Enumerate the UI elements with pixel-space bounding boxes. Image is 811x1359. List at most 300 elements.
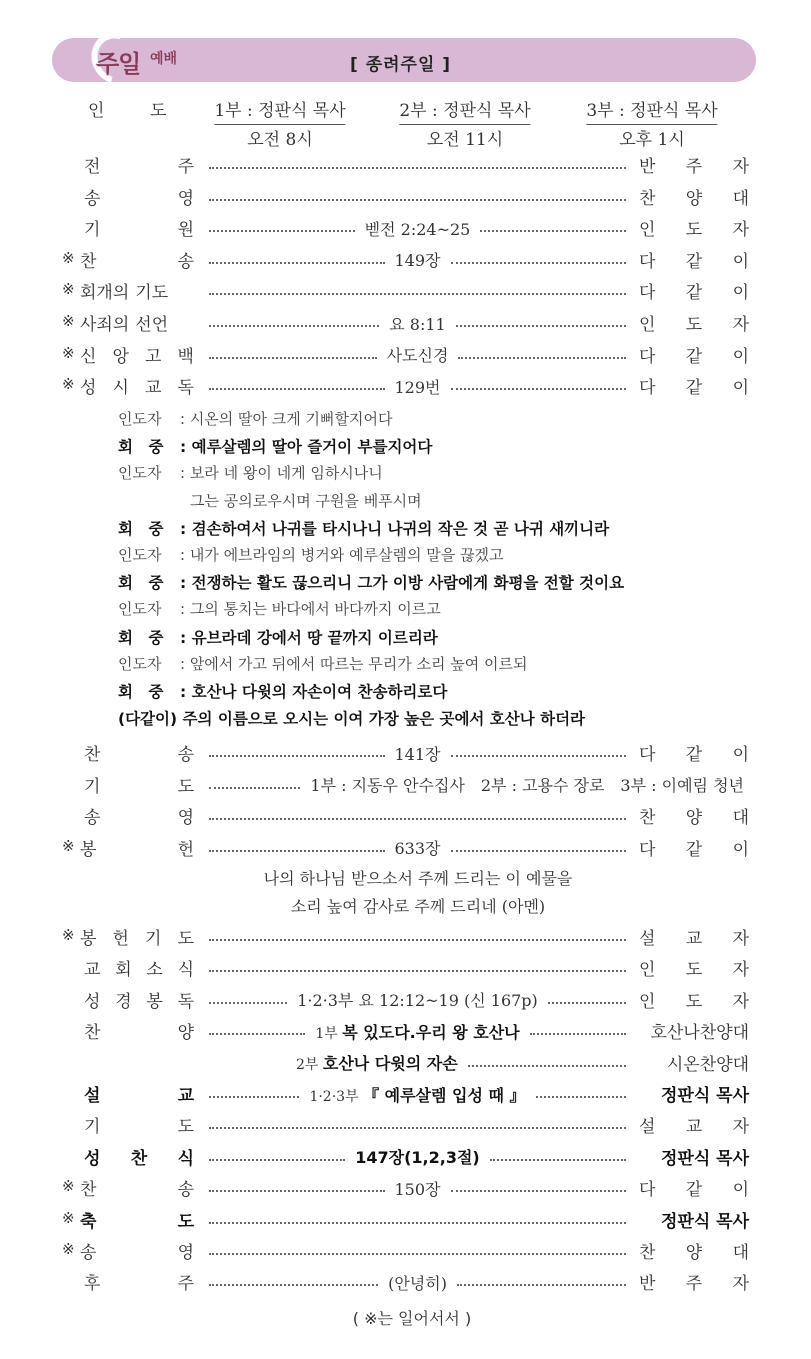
item-responsible [639,1269,749,1294]
litany-speaker: 회 중 [118,519,164,538]
item-label-part: 백 [177,346,194,367]
item-detail-text: 149장 [394,251,441,271]
item-responsible-part: 주 [685,1274,703,1295]
dots-left [209,1033,305,1035]
item-responsible [639,924,749,949]
item-responsible-part: 자 [732,929,749,949]
item-label-part: 찬 [130,1148,148,1169]
service-1-time: 오전 8시 [247,130,313,150]
item-detail [304,773,750,796]
dots-full [209,818,626,820]
item-responsible-part: 양 [685,808,703,829]
litany-speaker: (다같이) [118,710,178,729]
dotted-leader [205,215,630,241]
order-row [0,278,811,308]
item-detail-text: 633장 [394,839,441,859]
litany-line [118,680,447,702]
service-1-leader: 1부 : 정판식 목사 [214,101,345,125]
item-label-part: 주 [177,157,194,177]
item-responsible-part: 다 [639,745,656,765]
service-2-leader: 2부 : 정판식 목사 [399,101,530,125]
item-detail-text: 벧전 2:24~25 [364,219,471,239]
item-responsible-part: 같 [685,283,703,304]
litany-text: : 전쟁하는 활도 끊으리니 그가 이방 사람에게 화평을 전할 것이요 [180,574,625,593]
dots-full [209,939,626,941]
item-label-part: 도 [177,929,194,949]
litany-text: 주의 이름으로 오시는 이여 가장 높은 곳에서 호산나 하더라 [182,710,586,729]
item-responsible [639,247,749,272]
item-responsible-part: 이 [732,283,749,304]
litany-line [118,571,624,593]
item-label [84,1112,194,1137]
offering-lyric-1: 나의 하나님 받으소서 주께 드리는 이 예물을 [263,869,573,888]
item-label-part: 선언 [135,315,169,335]
item-responsible-part: 이 [732,346,749,367]
item-detail-text: 호산나 다윗의 자손 [322,1054,458,1074]
item-responsible-part: 호산나찬양대 [650,1023,749,1044]
order-row [0,1112,811,1142]
item-label-part: 영 [177,808,194,829]
service-3 [586,96,717,121]
litany-text: : 그의 통치는 바다에서 바다까지 이르고 [180,600,441,619]
item-responsible-part: 다 [639,839,656,860]
item-responsible [609,1018,749,1043]
item-responsible [639,310,749,335]
dots-full [209,167,626,169]
item-responsible-part: 교 [685,929,703,949]
item-responsible-part: 주 [685,157,703,177]
dotted-leader [205,987,630,1013]
item-responsible-part: 자 [732,157,749,177]
item-label-part: 영 [177,1243,194,1263]
dots-left [209,850,385,852]
dotted-leader [205,1144,630,1170]
dotted-leader [205,310,630,336]
item-detail-text: 요 8:11 [389,314,446,334]
litany-text: : 내가 에브라임의 병거와 예루살렘의 말을 끊겠고 [180,546,504,564]
standing-mark: ※ [62,836,75,855]
offering-lyric-2: 소리 높여 감사로 주께 드리네 (아멘) [290,897,546,916]
item-label [80,247,194,272]
item-detail-text: 129번 [394,377,441,397]
item-detail-text: 147장(1,2,3절) [355,1148,480,1168]
dots-right [451,388,627,390]
logo-main: 주일 [96,50,141,78]
item-detail-text: 1부 : 지동우 안수집사 2부 : 고용수 장로 3부 : 이예림 청년 [310,776,744,796]
item-label-part: 기 [84,1117,101,1138]
item-detail-text: 사도신경 [386,346,449,366]
dots-right [548,1002,626,1004]
item-label-part: 축 [80,1211,97,1232]
item-responsible [639,803,749,828]
dots-left [209,1096,299,1098]
item-label [80,835,194,860]
item-detail [290,1051,464,1074]
item-label [84,1081,194,1106]
item-label-part: 영 [177,188,194,209]
dots-full [209,1253,626,1255]
dots-left [209,1284,378,1286]
item-label-part: 독 [177,378,194,399]
item-label-part: 식 [177,1148,194,1169]
litany-line [118,490,422,511]
dotted-leader [205,152,630,178]
item-responsible-part: 설 [639,1117,656,1138]
service-3-leader: 3부 : 정판식 목사 [586,101,717,125]
item-detail [389,836,447,859]
dots-left [209,357,377,359]
dots-right [451,262,627,264]
item-responsible-part: 자 [732,991,749,1012]
item-responsible-part: 도 [685,220,703,241]
item-label-part: 신 [80,346,97,367]
standing-mark: ※ [62,375,75,394]
order-row [0,215,811,245]
item-detail [359,217,477,240]
standing-mark: ※ [62,926,75,944]
dotted-leader [205,184,630,210]
item-label-part: 봉 [146,991,163,1012]
item-responsible-part: 도 [685,315,703,335]
item-responsible-part: 자 [732,1274,749,1295]
item-label-part: 고 [145,346,162,367]
item-responsible-part: 이 [732,745,749,765]
item-responsible-part: 자 [732,1117,749,1138]
item-detail [389,375,447,398]
order-row [0,772,811,802]
item-detail [383,312,451,335]
dots-right [451,850,627,852]
item-responsible [609,1050,749,1075]
item-detail [389,1177,447,1200]
item-label-part: 성 [84,1148,101,1169]
item-responsible-part: 찬 [639,188,656,209]
litany-line [118,517,609,539]
item-detail-text: 1·2·3부 요 12:12~19 (신 167p) [297,991,538,1011]
dots-right [451,755,627,757]
item-detail [389,742,447,765]
item-responsible [639,955,749,980]
item-responsible-part: 이 [732,251,749,272]
item-responsible-part: 도 [685,960,703,981]
dotted-leader [205,740,630,766]
order-row [0,803,811,833]
order-row [0,835,811,865]
service-3-time: 오후 1시 [619,130,685,150]
item-label-part: 기도 [135,283,169,304]
item-responsible-part: 정판식 목사 [660,1086,749,1106]
item-label-part: 봉 [80,839,97,860]
litany-line [118,462,383,483]
item-label-part: 찬 [84,745,101,765]
dots-left [209,325,379,327]
item-responsible-part: 같 [685,346,703,367]
standing-footnote: ( ※는 일어서서 ) [352,1309,472,1328]
litany-speaker: 회 중 [118,574,164,593]
item-detail-text: 『 예루살렘 입성 때 』 [363,1085,526,1105]
order-row [0,342,811,372]
dots-right [490,1159,626,1161]
item-label-part: 설 [84,1086,101,1106]
dots-right [458,357,626,359]
order-row [0,247,811,277]
item-responsible-part: 인 [639,991,656,1012]
order-row [0,1207,811,1237]
item-responsible [639,184,749,209]
item-label-part: 후 [84,1274,101,1295]
order-row [0,310,811,340]
dots-right [451,1190,627,1192]
litany-speaker: 인도자 [118,410,162,428]
item-label-part: 찬 [84,1023,101,1044]
item-responsible [639,1112,749,1137]
dots-left [209,262,385,264]
order-row [0,1081,811,1111]
litany-speaker: 회 중 [118,628,164,647]
litany-speaker: 인도자 [118,600,162,619]
item-label-part: 송 [80,1243,97,1263]
service-2-time: 오전 11시 [426,130,504,150]
item-label-part: 소 [146,960,163,981]
item-label [80,1175,194,1200]
litany-speaker: 회 중 [118,683,164,701]
item-responsible [639,835,749,860]
item-detail-prefix: 2부 [296,1057,323,1074]
dotted-leader [205,342,630,368]
item-label-part: 기 [84,776,101,797]
dots-full [209,199,626,201]
item-responsible-part: 다 [639,346,656,367]
litany-line [118,408,393,429]
dots-left [209,1190,385,1192]
item-responsible-part: 대 [732,1243,749,1263]
item-label-part: 성 [80,378,97,399]
order-row [0,955,811,985]
item-responsible-part: 자 [732,960,749,981]
dotted-leader [205,1269,630,1295]
dotted-leader [205,278,630,304]
dots-right [457,1284,626,1286]
logo-sub: 예배 [150,51,178,67]
item-label-part: 주 [177,1274,194,1295]
item-label-part: 도 [177,1117,194,1138]
service-2 [399,96,530,121]
dots-left [209,787,300,789]
standing-mark: ※ [62,312,75,330]
item-responsible-part: 양 [685,1243,703,1263]
item-label-part: 시 [112,378,129,399]
item-responsible-part: 같 [685,839,703,860]
item-responsible-part: 자 [732,315,749,335]
litany-speaker: 인도자 [118,464,162,483]
item-label-part: 교 [177,1086,194,1106]
item-label [80,1207,194,1232]
leader-label-2: 도 [150,101,167,121]
item-label-part: 원 [177,220,194,241]
item-label-part: 송 [84,188,101,209]
standing-mark: ※ [62,1208,75,1227]
item-responsible-part: 설 [639,929,656,949]
item-label-part: 기 [145,929,162,949]
item-responsible [639,1175,749,1200]
item-responsible-part: 반 [639,1274,656,1295]
leader-label-1: 인 [88,101,105,121]
standing-mark: ※ [62,1240,75,1258]
litany-text: : 유브라데 강에서 땅 끝까지 이르리라 [180,628,438,647]
standing-mark: ※ [62,280,75,299]
item-responsible [639,740,749,765]
item-label-part: 식 [177,960,194,981]
item-responsible-part: 교 [685,1117,703,1138]
order-row [0,1269,811,1299]
item-responsible-part: 다 [639,1180,656,1201]
item-responsible-part: 대 [732,188,749,209]
order-row [0,1144,811,1174]
item-label-part: 전 [84,157,101,177]
item-responsible-part: 같 [685,378,703,399]
item-detail [381,343,455,366]
item-detail [309,1020,525,1043]
item-detail [303,1083,531,1106]
dotted-leader [205,247,630,273]
dots-right [480,230,626,232]
item-label [84,1144,194,1169]
item-responsible-part: 다 [639,251,656,272]
item-detail-text: (안녕히) [388,1273,447,1293]
dotted-leader [290,1050,630,1076]
item-label-part: 회개의 [80,283,130,304]
item-label-part: 경 [115,991,132,1012]
litany-line [118,707,585,729]
item-detail-text: 150장 [394,1179,441,1199]
item-responsible-part: 대 [732,808,749,829]
page-title: [ 종려주일 ] [350,55,452,75]
item-label-part: 헌 [112,929,129,949]
litany-line [118,653,528,674]
litany-text: 그는 공의로우시며 구원을 베푸시며 [190,491,422,510]
item-label [80,310,194,335]
item-label [84,152,194,177]
standing-mark: ※ [62,343,75,362]
order-row [0,1238,811,1268]
item-responsible [639,373,749,398]
item-detail [349,1145,486,1168]
dotted-leader [205,1207,630,1233]
dotted-leader [205,955,630,981]
dotted-leader [205,803,630,829]
item-responsible-part: 시온찬양대 [666,1054,749,1075]
item-responsible-part: 정판식 목사 [660,1211,749,1232]
item-label-part: 교 [84,960,101,981]
item-label-part: 양 [177,1023,194,1044]
litany-line [118,598,441,619]
item-responsible [609,1207,749,1232]
item-label [84,772,194,797]
item-responsible-part: 인 [639,220,656,241]
item-label [84,987,194,1012]
item-label [84,1269,194,1294]
dots-right [456,325,626,327]
litany-text: : 보라 네 왕이 네게 임하시나니 [180,464,383,483]
item-label-part: 찬 [80,251,97,272]
item-label-part: 성 [84,991,101,1012]
item-label-part: 기 [84,220,101,241]
item-label-part: 회 [115,960,132,981]
litany-speaker: 인도자 [118,654,162,673]
standing-mark: ※ [62,1177,75,1196]
item-label [84,215,194,240]
item-responsible-part: 자 [732,220,749,241]
litany-speaker: 인도자 [118,546,162,564]
item-label [80,373,194,398]
order-row [0,1018,811,1048]
litany-text: : 호산나 다윗의 자손이여 찬송하리로다 [180,683,448,701]
litany-text: : 시온의 딸아 크게 기뻐할지어다 [180,410,393,428]
item-responsible [639,987,749,1012]
dotted-leader [205,835,630,861]
dotted-leader [205,373,630,399]
item-label-part: 송 [177,745,194,765]
dotted-leader [205,1018,630,1044]
item-responsible-part: 찬 [639,1243,656,1263]
item-responsible-part: 같 [685,1180,703,1201]
litany-line [118,544,503,565]
item-label-part: 도 [177,776,194,797]
order-row [0,1050,811,1080]
item-detail [291,988,544,1011]
litany-line [118,626,438,648]
dots-full [209,1127,626,1129]
order-row [0,924,811,954]
dotted-leader [205,772,750,798]
litany-speaker: 회 중 [118,438,164,457]
dotted-leader [205,1238,630,1264]
item-detail-prefix: 1부 [315,1025,343,1042]
dots-left [209,755,385,757]
item-responsible [639,342,749,367]
item-responsible-part: 같 [685,745,703,765]
dots-left [209,1002,287,1004]
item-responsible-part: 이 [732,1180,749,1201]
dots-left [209,388,385,390]
item-detail [382,1271,453,1294]
item-label-part: 송 [177,251,194,272]
item-responsible-part: 인 [639,960,656,981]
item-label [84,955,194,980]
item-responsible [609,1081,749,1106]
item-label-part: 송 [177,1180,194,1201]
item-responsible-part: 도 [685,991,703,1012]
item-label-part: 봉 [80,929,97,949]
item-responsible-part: 정판식 목사 [660,1148,749,1169]
item-label [84,184,194,209]
dotted-leader [205,1081,630,1107]
item-responsible-part: 반 [639,157,656,177]
dotted-leader [205,924,630,950]
item-responsible [609,1144,749,1169]
item-responsible-part: 다 [639,283,656,304]
item-label-part: 앙 [112,346,129,367]
item-responsible-part: 이 [732,378,749,399]
order-row [0,740,811,770]
dots-full [209,1222,626,1224]
item-label [84,740,194,765]
standing-mark: ※ [62,248,75,267]
order-row [0,987,811,1017]
item-responsible-part: 인 [639,315,656,335]
item-responsible [639,1238,749,1263]
item-label [84,1018,194,1043]
